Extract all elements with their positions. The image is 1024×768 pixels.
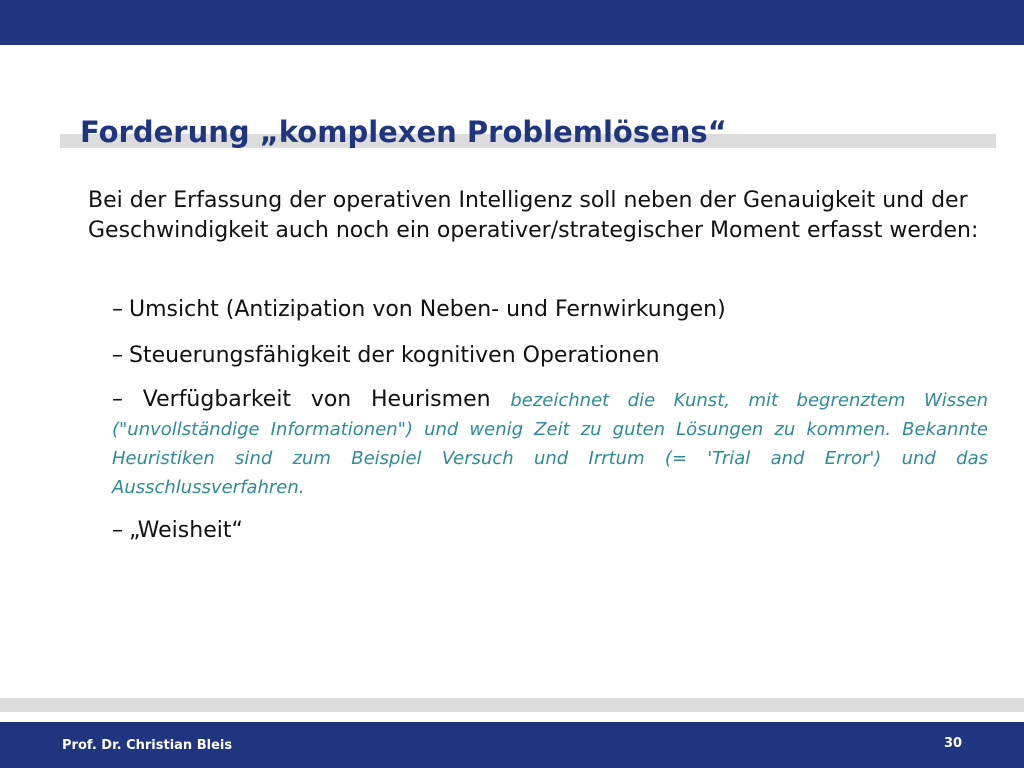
bullet-marker: – [112,387,123,412]
top-banner [0,0,1024,45]
bullet-weisheit [112,516,988,546]
intro-text: Bei der Erfassung der operativen Intelligenz soll neben der Genauigkeit und der Geschwindigkeit auch noch ein operativer/strategischer Moment erfasst werden: [88,188,979,243]
heuristic-definition-note: bezeichnet die Kunst, mit begrenztem Wissen ("unvollständige Informationen") und wenig Zeit zu guten Lösungen zu kommen. Bekannte Heuristiken sind zum Beispiel Versuch und Irrtum (= 'Trial and Error') und das Ausschlussverfahren. [112,390,988,498]
bullet-text: Umsicht (Antizipation von Neben- und Fernwirkungen) [129,297,726,322]
bullet-umsicht [112,295,988,325]
footer-rule-bar [0,698,1024,712]
bullet-text: „Weisheit“ [129,518,243,543]
page-number: 30 [943,736,963,751]
slide-title: Forderung „komplexen Problemlösens“ [80,115,727,149]
bullet-steuerungsfaehigkeit [112,341,988,371]
bullet-text: Verfügbarkeit von Heurismen [142,387,491,412]
bullet-marker: – [112,343,123,368]
bullet-text: Steuerungsfähigkeit der kognitiven Operationen [129,343,660,368]
bullet-marker: – [112,518,123,543]
bullet-marker: – [112,297,123,322]
author-name: Prof. Dr. Christian Bleis [62,738,233,753]
bullet-heurismen [112,386,988,502]
